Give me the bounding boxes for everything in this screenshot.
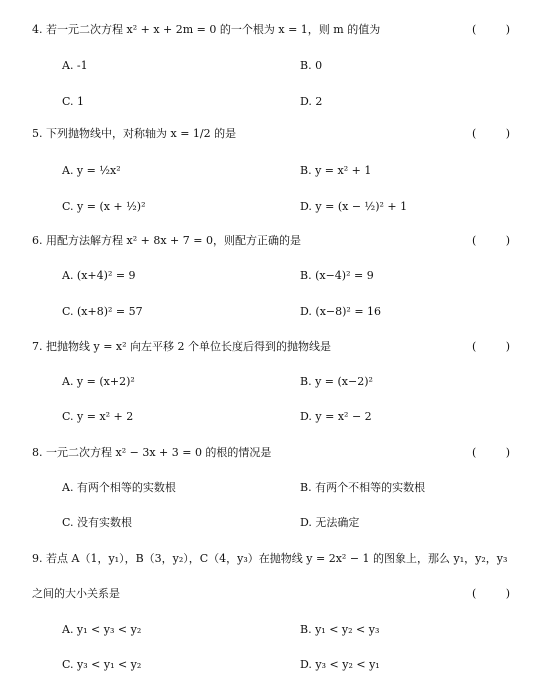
question-9-stem-line-2: 之间的大小关系是 [32,587,120,600]
question-8-stem [32,445,271,461]
question-5-answer-paren: ( ) [472,127,511,140]
question-6-option-c: C. (x+8)² = 57 [62,305,143,318]
question-7-text: 把抛物线 y = x² 向左平移 2 个单位长度后得到的抛物线是 [46,340,332,353]
question-5-option-c: C. y = (x + ½)² [62,200,146,213]
question-6-stem [32,233,301,249]
question-6-number: 6. [32,234,43,247]
question-6-text: 用配方法解方程 x² + 8x + 7 = 0，则配方正确的是 [46,234,301,247]
question-8-number: 8. [32,446,43,459]
question-5-option-d: D. y = (x − ½)² + 1 [300,200,408,213]
question-7-option-a: A. y = (x+2)² [62,375,135,388]
question-5-text: 下列抛物线中，对称轴为 x = 1/2 的是 [46,127,237,140]
question-4-option-a: A. -1 [62,59,88,72]
question-5-number: 5. [32,127,43,140]
question-8-option-d: D. 无法确定 [300,516,360,529]
question-7-option-c: C. y = x² + 2 [62,410,134,423]
question-9-option-c: C. y₃ < y₁ < y₂ [62,658,142,671]
question-4-text: 若一元二次方程 x² + x + 2m = 0 的一个根为 x = 1，则 m 的值为 [46,23,381,36]
question-8-option-c: C. 没有实数根 [62,516,133,529]
question-6-answer-paren: ( ) [472,234,511,247]
question-7-stem [32,339,331,355]
question-8-option-b: B. 有两个不相等的实数根 [300,481,426,494]
question-9-text: 若点 A（1，y₁），B（3，y₂），C（4，y₃）在抛物线 y = 2x² − 1 的图象上，那么 y₁，y₂，y₃ [46,552,508,565]
question-7-answer-paren: ( ) [472,340,511,353]
question-4-option-d: D. 2 [300,95,323,108]
question-6-option-a: A. (x+4)² = 9 [62,269,136,282]
question-5-stem [32,126,236,142]
question-9-stem [32,551,507,567]
question-7-option-b: B. y = (x−2)² [300,375,373,388]
question-4-stem [32,22,380,38]
question-4-option-b: B. 0 [300,59,323,72]
question-8-option-a: A. 有两个相等的实数根 [62,481,176,494]
question-7-option-d: D. y = x² − 2 [300,410,372,423]
question-8-answer-paren: ( ) [472,446,511,459]
question-8-text: 一元二次方程 x² − 3x + 3 = 0 的根的情况是 [46,446,272,459]
question-4-answer-paren: ( ) [472,23,511,36]
question-9-option-d: D. y₃ < y₂ < y₁ [300,658,380,671]
question-9-option-a: A. y₁ < y₃ < y₂ [62,623,142,636]
question-5-option-b: B. y = x² + 1 [300,164,372,177]
question-4-number: 4. [32,23,43,36]
question-6-option-b: B. (x−4)² = 9 [300,269,374,282]
question-9-answer-paren: ( ) [472,587,511,600]
question-9-number: 9. [32,552,43,565]
question-5-option-a: A. y = ½x² [62,164,121,177]
question-4-option-c: C. 1 [62,95,85,108]
question-6-option-d: D. (x−8)² = 16 [300,305,382,318]
question-9-option-b: B. y₁ < y₂ < y₃ [300,623,380,636]
question-7-number: 7. [32,340,43,353]
